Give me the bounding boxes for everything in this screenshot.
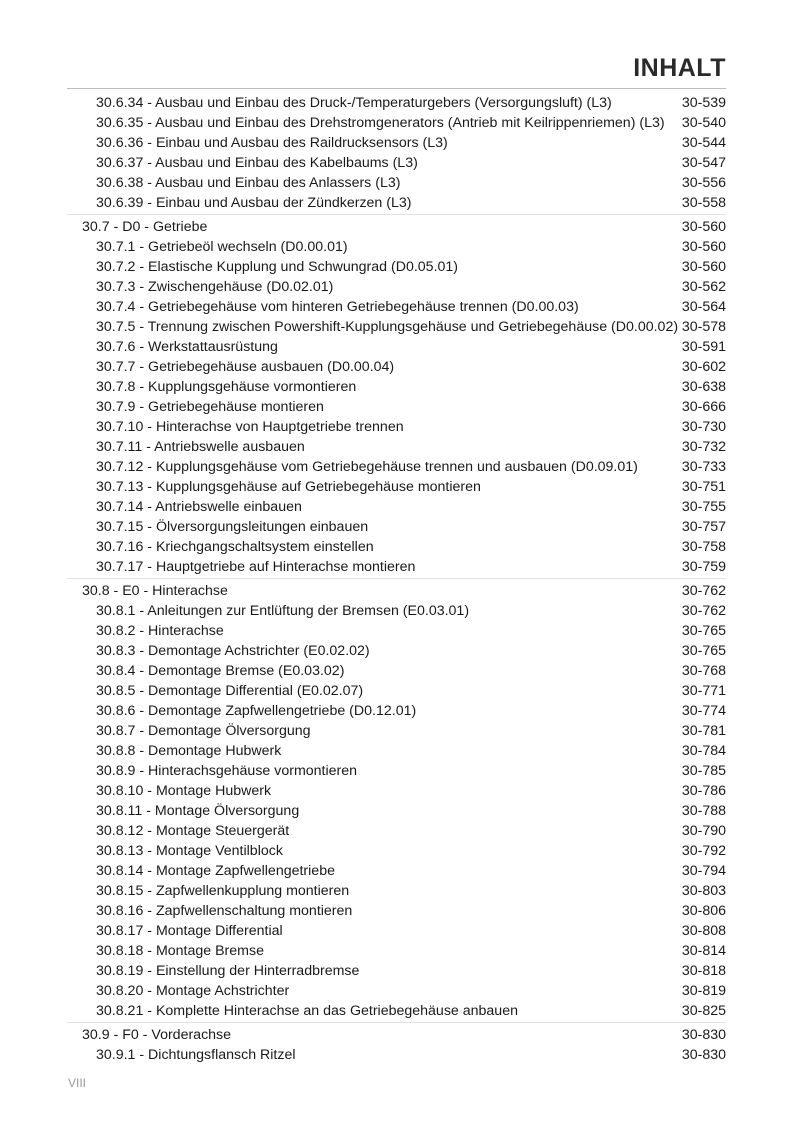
toc-entry-title: 30.8.18 - Montage Bremse xyxy=(96,943,264,959)
toc-entry-page: 30-784 xyxy=(681,743,726,759)
toc-entry-title: 30.7.8 - Kupplungsgehäuse vormontieren xyxy=(96,379,357,395)
toc-entry[interactable] xyxy=(0,921,794,941)
toc-entry[interactable] xyxy=(0,781,794,801)
toc-entry-page: 30-757 xyxy=(681,519,726,535)
toc-entry[interactable] xyxy=(0,681,794,701)
toc-entry-page: 30-825 xyxy=(681,1003,726,1019)
toc-entry[interactable] xyxy=(0,277,794,297)
toc-entry[interactable] xyxy=(0,517,794,537)
toc-entry-title: 30.6.34 - Ausbau und Einbau des Druck-/Temperaturgebers (Versorgungsluft) (L3) xyxy=(96,95,612,111)
toc-entry[interactable] xyxy=(0,297,794,317)
toc-section-page: 30-762 xyxy=(681,583,726,599)
toc-entry-title: 30.7.15 - Ölversorgungsleitungen einbauen xyxy=(96,519,369,535)
toc-entry-title: 30.7.12 - Kupplungsgehäuse vom Getriebegehäuse trennen und ausbauen (D0.09.01) xyxy=(96,459,638,475)
toc-entry[interactable] xyxy=(0,337,794,357)
toc-entry-page: 30-560 xyxy=(681,259,726,275)
toc-entry-title: 30.8.20 - Montage Achstrichter xyxy=(96,983,290,999)
toc-entry[interactable] xyxy=(0,557,794,577)
toc-entry-title: 30.8.19 - Einstellung der Hinterradbremse xyxy=(96,963,360,979)
toc-entry-page: 30-558 xyxy=(681,195,726,211)
toc-entry-page: 30-547 xyxy=(681,155,726,171)
toc-entry-title: 30.7.9 - Getriebegehäuse montieren xyxy=(96,399,324,415)
toc-section-page: 30-560 xyxy=(681,219,726,235)
toc-entry[interactable] xyxy=(0,661,794,681)
table-of-contents xyxy=(0,93,794,1065)
toc-entry-page: 30-790 xyxy=(681,823,726,839)
toc-entry[interactable] xyxy=(0,113,794,133)
toc-entry-page: 30-830 xyxy=(681,1047,726,1063)
toc-entry-title: 30.8.11 - Montage Ölversorgung xyxy=(96,803,300,819)
toc-entry-page: 30-806 xyxy=(681,903,726,919)
toc-entry-page: 30-758 xyxy=(681,539,726,555)
toc-entry-page: 30-560 xyxy=(681,239,726,255)
toc-entry[interactable] xyxy=(0,477,794,497)
toc-entry[interactable] xyxy=(0,641,794,661)
toc-entry-page: 30-774 xyxy=(681,703,726,719)
toc-entry-title: 30.7.2 - Elastische Kupplung und Schwungrad (D0.05.01) xyxy=(96,259,459,275)
toc-entry-page: 30-794 xyxy=(681,863,726,879)
page-title: INHALT xyxy=(633,54,726,82)
toc-entry-title: 30.8.6 - Demontage Zapfwellengetriebe (D0.12.01) xyxy=(96,703,417,719)
toc-entry-title: 30.8.16 - Zapfwellenschaltung montieren xyxy=(96,903,353,919)
toc-entry[interactable] xyxy=(0,1045,794,1065)
toc-entry-page: 30-819 xyxy=(681,983,726,999)
toc-entry-title: 30.6.35 - Ausbau und Einbau des Drehstromgenerators (Antrieb mit Keilrippenriemen) (L3) xyxy=(96,115,665,131)
toc-entry[interactable] xyxy=(0,721,794,741)
toc-entry-page: 30-666 xyxy=(681,399,726,415)
toc-entry[interactable] xyxy=(0,601,794,621)
toc-entry-page: 30-591 xyxy=(681,339,726,355)
toc-entry-page: 30-814 xyxy=(681,943,726,959)
toc-entry-page: 30-578 xyxy=(681,319,726,335)
toc-section-heading[interactable] xyxy=(0,1025,794,1045)
toc-entry-title: 30.8.3 - Demontage Achstrichter (E0.02.02) xyxy=(96,643,370,659)
toc-entry[interactable] xyxy=(0,741,794,761)
toc-entry-title: 30.8.7 - Demontage Ölversorgung xyxy=(96,723,311,739)
toc-entry-title: 30.8.5 - Demontage Differential (E0.02.07) xyxy=(96,683,364,699)
toc-entry-page: 30-785 xyxy=(681,763,726,779)
toc-entry[interactable] xyxy=(0,801,794,821)
toc-entry-title: 30.8.13 - Montage Ventilblock xyxy=(96,843,283,859)
toc-entry-title: 30.7.5 - Trennung zwischen Powershift-Kupplungsgehäuse und Getriebegehäuse (D0.00.02) xyxy=(96,319,679,335)
toc-entry-title: 30.6.39 - Einbau und Ausbau der Zündkerzen (L3) xyxy=(96,195,412,211)
toc-entry[interactable] xyxy=(0,901,794,921)
toc-entry-title: 30.6.36 - Einbau und Ausbau des Raildrucksensors (L3) xyxy=(96,135,448,151)
toc-entry-page: 30-803 xyxy=(681,883,726,899)
toc-entry-title: 30.8.2 - Hinterachse xyxy=(96,623,224,639)
toc-entry-title: 30.7.11 - Antriebswelle ausbauen xyxy=(96,439,305,455)
toc-entry-title: 30.8.10 - Montage Hubwerk xyxy=(96,783,272,799)
toc-entry-title: 30.9.1 - Dichtungsflansch Ritzel xyxy=(96,1047,296,1063)
toc-entry-page: 30-808 xyxy=(681,923,726,939)
toc-entry[interactable] xyxy=(0,153,794,173)
toc-entry[interactable] xyxy=(0,237,794,257)
toc-entry-page: 30-638 xyxy=(681,379,726,395)
toc-entry-title: 30.7.6 - Werkstattausrüstung xyxy=(96,339,278,355)
toc-entry-page: 30-781 xyxy=(681,723,726,739)
toc-entry-page: 30-602 xyxy=(681,359,726,375)
toc-entry-page: 30-751 xyxy=(681,479,726,495)
toc-entry[interactable] xyxy=(0,193,794,213)
toc-entry[interactable] xyxy=(0,861,794,881)
toc-entry-title: 30.7.13 - Kupplungsgehäuse auf Getriebegehäuse montieren xyxy=(96,479,481,495)
toc-entry-title: 30.8.21 - Komplette Hinterachse an das Getriebegehäuse anbauen xyxy=(96,1003,518,1019)
toc-entry[interactable] xyxy=(0,941,794,961)
toc-entry-title: 30.7.14 - Antriebswelle einbauen xyxy=(96,499,302,515)
toc-entry-page: 30-564 xyxy=(681,299,726,315)
toc-entry[interactable] xyxy=(0,257,794,277)
toc-entry-title: 30.7.4 - Getriebegehäuse vom hinteren Getriebegehäuse trennen (D0.00.03) xyxy=(96,299,579,315)
toc-section-heading[interactable] xyxy=(0,217,794,237)
toc-entry-page: 30-562 xyxy=(681,279,726,295)
toc-entry-title: 30.8.17 - Montage Differential xyxy=(96,923,283,939)
toc-entry[interactable] xyxy=(0,881,794,901)
toc-entry-page: 30-765 xyxy=(681,623,726,639)
toc-entry-page: 30-539 xyxy=(681,95,726,111)
toc-entry-title: 30.7.3 - Zwischengehäuse (D0.02.01) xyxy=(96,279,334,295)
toc-entry[interactable] xyxy=(0,457,794,477)
toc-entry[interactable] xyxy=(0,377,794,397)
toc-entry-title: 30.8.8 - Demontage Hubwerk xyxy=(96,743,282,759)
toc-entry-page: 30-540 xyxy=(681,115,726,131)
toc-entry-page: 30-765 xyxy=(681,643,726,659)
toc-entry[interactable] xyxy=(0,821,794,841)
toc-entry-title: 30.6.38 - Ausbau und Einbau des Anlassers (L3) xyxy=(96,175,401,191)
toc-entry[interactable] xyxy=(0,537,794,557)
toc-entry-page: 30-762 xyxy=(681,603,726,619)
toc-entry[interactable] xyxy=(0,317,794,337)
toc-entry-page: 30-544 xyxy=(681,135,726,151)
toc-entry-title: 30.8.14 - Montage Zapfwellengetriebe xyxy=(96,863,335,879)
toc-entry-page: 30-759 xyxy=(681,559,726,575)
toc-entry-title: 30.8.15 - Zapfwellenkupplung montieren xyxy=(96,883,350,899)
toc-entry[interactable] xyxy=(0,437,794,457)
toc-entry[interactable] xyxy=(0,417,794,437)
toc-entry[interactable] xyxy=(0,497,794,517)
toc-entry-page: 30-786 xyxy=(681,783,726,799)
toc-entry-page: 30-755 xyxy=(681,499,726,515)
toc-entry-title: 30.7.10 - Hinterachse von Hauptgetriebe trennen xyxy=(96,419,404,435)
toc-section-title: 30.9 - F0 - Vorderachse xyxy=(82,1027,232,1043)
toc-entry-page: 30-771 xyxy=(681,683,726,699)
toc-entry[interactable] xyxy=(0,1001,794,1021)
toc-entry[interactable] xyxy=(0,357,794,377)
toc-section-title: 30.7 - D0 - Getriebe xyxy=(82,219,208,235)
toc-entry-page: 30-792 xyxy=(681,843,726,859)
toc-entry-page: 30-556 xyxy=(681,175,726,191)
toc-entry-title: 30.8.4 - Demontage Bremse (E0.03.02) xyxy=(96,663,345,679)
toc-entry-title: 30.7.7 - Getriebegehäuse ausbauen (D0.00.04) xyxy=(96,359,395,375)
toc-entry[interactable] xyxy=(0,961,794,981)
toc-entry-title: 30.8.9 - Hinterachsgehäuse vormontieren xyxy=(96,763,358,779)
toc-section-page: 30-830 xyxy=(681,1027,726,1043)
toc-entry[interactable] xyxy=(0,93,794,113)
toc-entry-title: 30.6.37 - Ausbau und Einbau des Kabelbaums (L3) xyxy=(96,155,418,171)
toc-entry[interactable] xyxy=(0,761,794,781)
toc-entry[interactable] xyxy=(0,397,794,417)
toc-entry[interactable] xyxy=(0,133,794,153)
toc-entry-title: 30.7.17 - Hauptgetriebe auf Hinterachse montieren xyxy=(96,559,416,575)
page-number: VIII xyxy=(68,1076,87,1090)
header-divider xyxy=(67,88,726,89)
toc-entry-title: 30.8.12 - Montage Steuergerät xyxy=(96,823,290,839)
toc-entry[interactable] xyxy=(0,701,794,721)
toc-entry-page: 30-818 xyxy=(681,963,726,979)
toc-entry-title: 30.8.1 - Anleitungen zur Entlüftung der Bremsen (E0.03.01) xyxy=(96,603,470,619)
toc-entry-page: 30-730 xyxy=(681,419,726,435)
toc-entry[interactable] xyxy=(0,173,794,193)
toc-entry[interactable] xyxy=(0,621,794,641)
toc-entry-title: 30.7.16 - Kriechgangschaltsystem einstellen xyxy=(96,539,374,555)
toc-entry-page: 30-732 xyxy=(681,439,726,455)
toc-entry-page: 30-733 xyxy=(681,459,726,475)
toc-entry[interactable] xyxy=(0,841,794,861)
toc-entry[interactable] xyxy=(0,981,794,1001)
toc-entry-page: 30-768 xyxy=(681,663,726,679)
toc-entry-page: 30-788 xyxy=(681,803,726,819)
toc-section-heading[interactable] xyxy=(0,581,794,601)
toc-entry-title: 30.7.1 - Getriebeöl wechseln (D0.00.01) xyxy=(96,239,348,255)
toc-section-title: 30.8 - E0 - Hinterachse xyxy=(82,583,228,599)
